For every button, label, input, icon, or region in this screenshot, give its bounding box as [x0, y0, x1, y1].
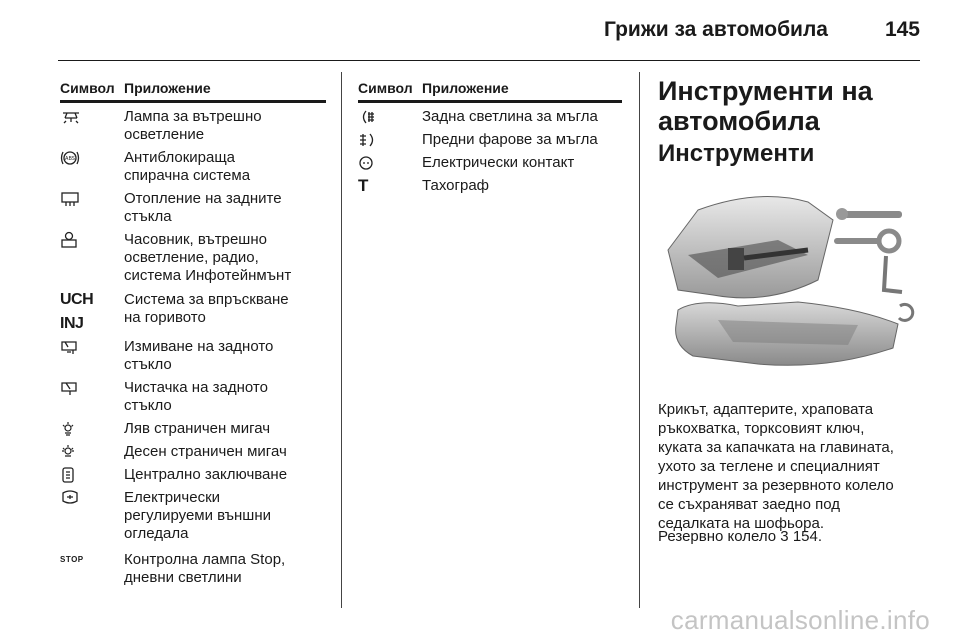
central-locking-icon — [60, 466, 76, 484]
chapter-title: Грижи за автомобила — [603, 18, 828, 41]
table-row: Ляв страничен мигач — [60, 420, 326, 438]
column-header-usage: Приложение — [422, 80, 509, 96]
symbol-table-right — [358, 80, 622, 195]
tools-image — [658, 180, 920, 388]
table-row: STOP Контролна лампа Stop, дневни светлини — [60, 551, 286, 586]
column-header-usage: Приложение — [124, 80, 211, 96]
stop-label: STOP — [60, 555, 84, 564]
tools-caption: Крикът, адаптерите, храповата ръкохватка, торксовият ключ, куката за капачката на главината, ухото за теглене и специалният инструмент за резервното колело се съхраняват заедно под седалката на шофьора. — [658, 401, 894, 532]
abs-icon — [60, 149, 80, 167]
right-turn-signal-icon — [60, 444, 76, 460]
table-row: Електрически контакт — [358, 154, 622, 172]
column-header-symbol: Символ — [358, 80, 413, 96]
watermark: carmanualsonline.info — [670, 605, 930, 635]
table-row: Измиване на задното стъкло — [60, 338, 326, 374]
arrow-icon: 3 — [780, 528, 789, 545]
table-row: Централно заключване — [60, 466, 326, 484]
table-row: Задна светлина за мъгла — [358, 108, 622, 126]
column-divider-2 — [639, 72, 640, 608]
section-title: Инструменти на автомобила — [658, 76, 873, 136]
left-turn-signal-icon — [60, 421, 76, 437]
table-row: Чистачка на задното стъкло — [60, 379, 326, 415]
reference-page: 154. — [792, 528, 823, 545]
table-row: UCH INJ Система за впръскване на горивото — [60, 291, 289, 332]
table-row: Десен страничен мигач — [60, 443, 326, 461]
spare-wheel-reference[interactable] — [658, 528, 822, 545]
uch-label: UCH — [60, 291, 94, 308]
rear-washer-icon — [60, 339, 78, 355]
interior-lamp-icon — [60, 110, 82, 124]
clock-icon — [60, 231, 78, 249]
table-row: Отопление на задните стъкла — [60, 190, 326, 226]
rear-fog-light-icon — [358, 109, 378, 125]
table-row: T Тахограф — [358, 176, 490, 195]
table-row: Предни фарове за мъгла — [358, 131, 622, 149]
table-header — [60, 80, 326, 103]
table-row: Часовник, вътрешно осветление, радио, система Инфотейнмънт — [60, 231, 326, 285]
electric-mirror-icon — [60, 489, 80, 507]
table-header — [358, 80, 622, 103]
inj-label: INJ — [60, 315, 84, 332]
table-row: Лампа за вътрешно осветление — [60, 108, 326, 144]
reference-text: Резервно колело — [658, 528, 777, 545]
page-number: 145 — [884, 18, 920, 41]
ignition-icon — [358, 155, 374, 171]
rear-wiper-icon — [60, 380, 78, 396]
table-row: ABS Антиблокираща спирачна система — [60, 149, 326, 185]
svg-text:ABS: ABS — [65, 156, 75, 162]
table-row: Електрически регулируеми външни огледала — [60, 489, 326, 543]
column-divider-1 — [341, 72, 342, 608]
column-header-symbol: Символ — [60, 80, 115, 96]
front-fog-light-icon — [358, 132, 378, 148]
symbol-table-left — [60, 80, 326, 587]
page-header — [0, 18, 920, 48]
rear-window-heating-icon — [60, 191, 80, 207]
header-divider — [58, 60, 920, 61]
subsection-title: Инструменти — [658, 140, 815, 167]
tachograph-label: T — [358, 176, 368, 195]
